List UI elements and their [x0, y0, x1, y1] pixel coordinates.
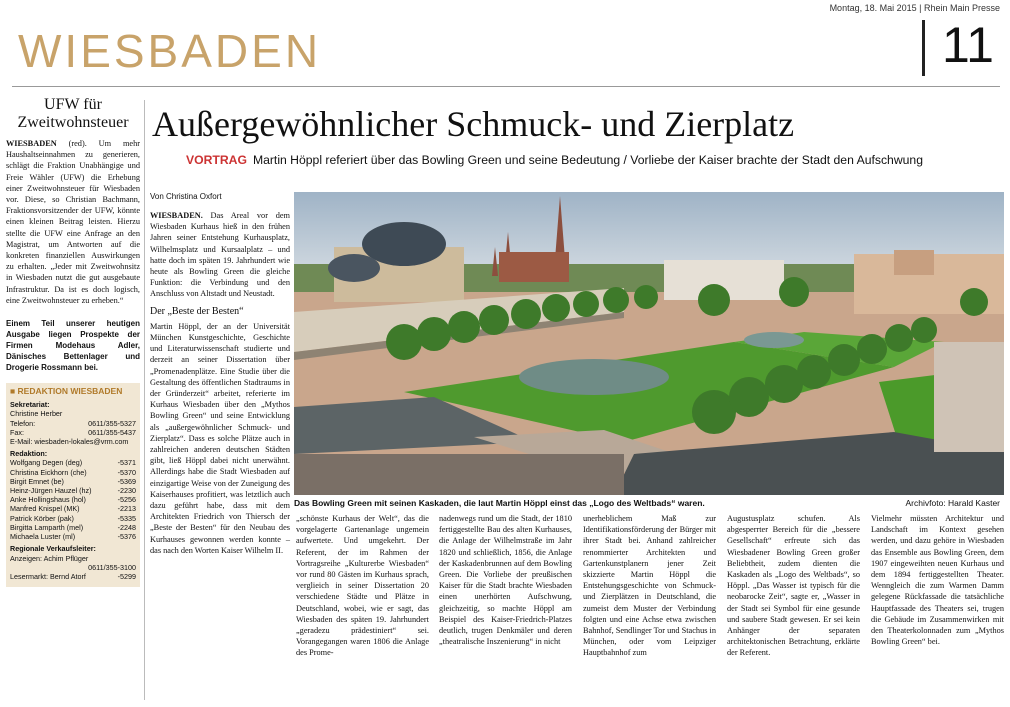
regional-name: Anzeigen: Achim Pflüger — [10, 553, 89, 563]
side-column — [6, 96, 140, 701]
article-author: Von Christina Oxfort — [150, 192, 222, 201]
editorial-box-title — [10, 387, 136, 396]
secretariat-label: Sekretariat: — [10, 400, 50, 410]
article-photo — [294, 192, 1004, 495]
masthead — [12, 14, 998, 84]
article-column-5 — [871, 513, 1004, 647]
article-lead — [150, 210, 290, 300]
contact-label: E-Mail: wiesbaden-lokales@vrm.com — [10, 437, 129, 447]
staff-ext: -5370 — [117, 467, 136, 477]
regional-name: Lesermarkt: Bernd Atorf — [10, 571, 86, 581]
staff-ext: -5376 — [117, 532, 136, 542]
article-dateline: WIESBADEN. — [150, 211, 203, 220]
staff-row — [10, 477, 136, 486]
masthead-rule — [12, 86, 1000, 87]
issue-date: Montag, 18. Mai 2015 | Rhein Main Presse — [829, 3, 1000, 13]
staff-name: Heinz-Jürgen Hauzel (hz) — [10, 486, 92, 496]
article-column-4 — [727, 513, 860, 659]
side-article-text: (red). Um mehr Haushaltseinnahmen zu generieren, schlägt die Fraktion Unabhängige und Freie Wähler (UFW) die Erhebung einer Zweitwohnsteuer für Wiesbaden vor. Diese, so Christian Bachmann, Fraktionsvorsitzender der UFW, könnte einen kleinen Beitrag leisten. Hierzu stellte die UFW eine Anfrage an den Magistrat, um Antworten auf die konkreten finanziellen Auswirkungen zu erhalten. „Jeder mit Zweitwohnsitz in Wiesbaden nutzt die gut ausgebaute Infrastruktur. Da ist es doch logisch, eine Zweitwohnsteuer zu erheben.“ — [6, 139, 141, 305]
staff-name: Michaela Luster (ml) — [10, 532, 76, 542]
article-column-2 — [439, 513, 572, 647]
article-paragraph: unerheblichem Maß zur Identifikationsförderung der Bürger mit ihrer Stadt bei. Anhand zahlreicher renommierter Architekten und Gartenkunstplanern jener Zeit skizzierte Martin Höppl die Entstehungsgeschichte von Schmuck- und Zierplätzen in Deutschland, die zumeist dem Muster der Verbindung folgten und eine Achse etwa zwischen Bahnhof, Sendlinger Tor und Stachus in München, oder vom Leipziger Hauptbahnhof zum — [583, 514, 716, 658]
contact-row — [10, 428, 136, 437]
page-number-divider — [922, 20, 925, 76]
insert-notice: Einem Teil unserer heutigen Ausgabe liegen Prospekte der Firmen Modehaus Adler, Dänisches Bettenlager und Drogerie Rossmann bei. — [6, 319, 140, 373]
contact-row — [10, 437, 136, 446]
staff-ext: -2248 — [117, 522, 136, 532]
article-deck: Martin Höppl referiert über das Bowling Green und seine Bedeutung / Vorliebe der Kaiser brachte der Stadt den Aufschwung — [252, 153, 923, 167]
square-bullet-icon: ■ — [10, 386, 16, 397]
side-dateline: WIESBADEN — [6, 139, 57, 148]
column-separator — [144, 100, 145, 700]
staff-row — [10, 514, 136, 523]
side-article — [6, 138, 140, 306]
article-paragraph: Augustusplatz schufen. Als abgesperrter Bereich für die „bessere Gesellschaft“ erfreute sich das Wiesbadener Bowling Green großer Beliebtheit, zudem dienten die Kaskaden als „Logo des Weltbads“, so Höppl. „Das Wasser ist typisch für die neobarocke Zeit“, sagte er, „Wasser in der Stadt sei Symbol für eine gesunde und saubere Stadt gewesen. Er sei kein Anhänger der separaten architektonischen Betrachtung, erklärte der Referent. — [727, 514, 860, 658]
staff-ext: -5335 — [117, 513, 136, 523]
staff-row — [10, 523, 136, 532]
staff-name: Wolfgang Degen (deg) — [10, 458, 83, 468]
article-kicker: VORTRAG — [186, 153, 247, 167]
article-paragraph: „schönste Kurhaus der Welt“, das die vorgelagerte Gartenanlage ungemein aufwertete. Und umgekehrt. Der Referent, der im Rahmen der Vortragsreihe „Kulturerbe Wiesbaden“ vor rund 80 Gästen im Kurhaus sprach, verglieich in seiner Dissertation 20 verschiedene Städte und Plätze in Deutschland, wobei, wie er sagt, das Wiesbaden des späten 19. Jahrhundert „geradezu prädestiniert“ sei. Vorangegangen waren 1806 die Anlage des Prome- — [296, 514, 429, 658]
staff-label: Redaktion: — [10, 449, 48, 459]
article-paragraph: Vielmehr müssten Architektur und Landschaft im Kontext gesehen werden, und dazu gehöre in Wiesbaden das Ensemble aus Bowling Green, dem 1907 eingeweihten neuen Kurhaus und dem 1894 fertiggestellten Theater. Wenngleich die zum Warmen Damm gelegene Rückfassade die tatsächliche Hauptfassade des Theaters sei, trugen die Gebäude im Zusammenwirken mit den Theaterkolonnaden zum „Mythos Bowling Green“ bei. — [871, 514, 1004, 647]
staff-row — [10, 532, 136, 541]
staff-name: Patrick Körber (pak) — [10, 513, 74, 523]
secretariat-name: Christine Herber — [10, 409, 63, 419]
regional-row — [10, 563, 136, 572]
editorial-box-title-text: REDAKTION WIESBADEN — [17, 386, 123, 397]
staff-row — [10, 458, 136, 467]
article-intro-column — [150, 210, 290, 556]
editorial-contact-box — [6, 383, 140, 587]
regional-label: Regionale Verkaufsleiter: — [10, 544, 96, 554]
page-number: 11 — [942, 17, 994, 73]
staff-ext: -5256 — [117, 495, 136, 505]
staff-name: Birgit Emnet (be) — [10, 476, 64, 486]
article-interheadline: Der „Beste der Besten“ — [150, 305, 244, 317]
regional-row — [10, 572, 136, 581]
contact-label: Telefon: — [10, 418, 36, 428]
staff-name: Manfred Knispel (MK) — [10, 504, 80, 514]
photo-credit: Archivfoto: Harald Kaster — [905, 498, 1000, 508]
contact-value: 0611/355-5437 — [88, 427, 136, 437]
article-column-3 — [583, 513, 716, 659]
staff-row — [10, 495, 136, 504]
staff-name: Anke Hollingshaus (hol) — [10, 495, 86, 505]
staff-ext: -5371 — [117, 458, 136, 468]
regional-row — [10, 554, 136, 563]
staff-ext: -2213 — [117, 504, 136, 514]
staff-name: Birgitta Lamparth (mel) — [10, 522, 84, 532]
article-subline — [186, 153, 1006, 167]
photo-caption-text: Das Bowling Green mit seinen Kaskaden, die laut Martin Höppl einst das „Logo des Weltbads“ waren. — [294, 498, 705, 508]
staff-row — [10, 504, 136, 513]
staff-name: Christina Eickhorn (che) — [10, 467, 87, 477]
regional-ext: -5299 — [117, 571, 136, 581]
photo-caption — [294, 498, 1000, 508]
contact-value: 0611/355-5327 — [88, 418, 136, 428]
article-body-1: Martin Höppl, der an der Universität München Kunstgeschichte, Geschichte und Literaturwissenschaft studierte und derzeit an seiner Dissertation über „Promenadenplätze. Eine Studie über die Gestaltung des öffentlichen Stadtraums in der Gründerzeit“ arbeitet, referierte im Kurhaus Wiesbaden über den „Mythos Bowling Green“ und seine Entwicklung als „außergewöhnlicher Schmuck- und Zierplatz“. Dass es solche Plätze auch in zahlreichen anderen deutschen Städten gibt, ließ Höppl dabei nicht unerwähnt. Allerdings habe die Stadt Wiesbaden auf einzigartige Weise von der Zuneigung des Kaiserhauses profitiert, was letztlich auch dazu geführt habe, dass mit dem Architekten Friedrich von Thiersch der „Beste der Besten“ für den Neubau des Kurhauses gewonnen werden konnte – das nach den Worten Kaiser Wilhelm II. — [150, 321, 290, 555]
article-headline: Außergewöhnlicher Schmuck- und Zierplatz — [152, 104, 795, 144]
regional-ext: 0611/355-3100 — [88, 562, 136, 572]
staff-row — [10, 486, 136, 495]
side-headline: UFW für Zweitwohnsteuer — [17, 96, 129, 131]
article-paragraph: nadenwegs rund um die Stadt, der 1810 fertiggestellte Bau des alten Kurhauses, die Anlage der Wilhelmstraße im Jahr 1820 und schließlich, 1856, die Anlage der Kaskadenbrunnen auf dem Bowling Green. Die Vorliebe der preußischen Kaiser für die Stadt brachte Wiesbaden einen unerhörten Aufschwung, gleichzeitig, so machte Höppl am Beispiel des Kaiser-Friedrich-Platzes deutlich, trugen Denkmäler und deren „theatralische Inszenierung“ in nicht — [439, 514, 572, 647]
staff-ext: -5369 — [117, 476, 136, 486]
contact-row — [10, 419, 136, 428]
staff-row — [10, 468, 136, 477]
section-title: WIESBADEN — [18, 25, 322, 77]
contact-label: Fax: — [10, 427, 24, 437]
staff-ext: -2230 — [117, 486, 136, 496]
article-intro-text: Das Areal vor dem Wiesbaden Kurhaus hieß in den frühen Jahren seiner Entstehung Kurhausplatz, Wilhelmsplatz und Kursaalplatz – und hatte doch im späten 19. Jahrhundert wie heute als Bowling Green die gleiche Funktion: die Verbindung und den Anschluss von Altstadt und Neustadt. — [150, 211, 290, 299]
article-column-1 — [296, 513, 429, 659]
